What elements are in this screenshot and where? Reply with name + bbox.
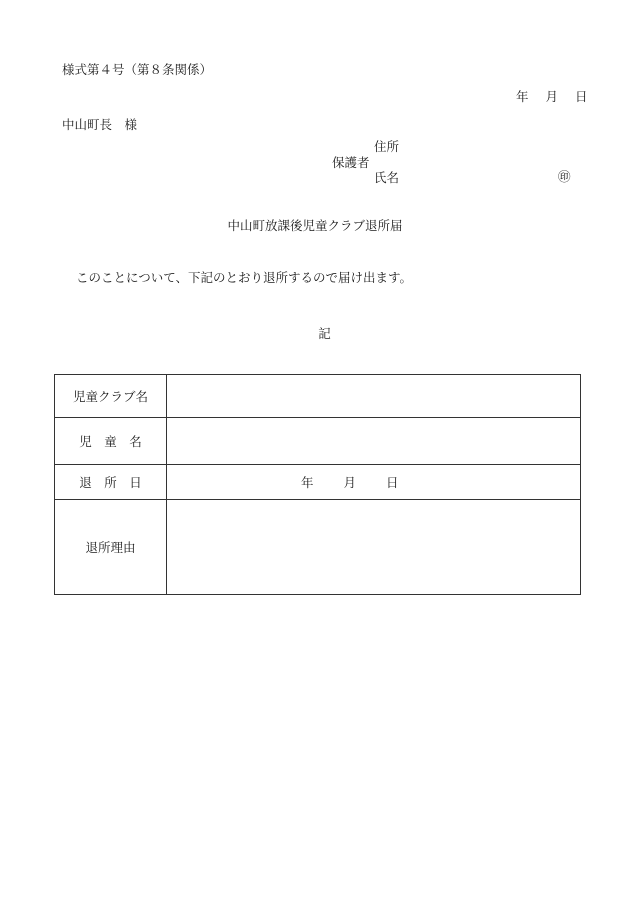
club-name-label: 児童クラブ名 xyxy=(55,375,167,418)
child-name-field[interactable] xyxy=(167,418,581,465)
withdrawal-form-table xyxy=(54,374,581,595)
date-month: 月 xyxy=(545,89,559,104)
leave-date-day: 日 xyxy=(386,475,399,490)
leave-date-label: 退 所 日 xyxy=(55,465,167,500)
seal-icon: ㊞ xyxy=(558,169,571,184)
reason-field[interactable] xyxy=(167,500,581,595)
ki-label: 記 xyxy=(318,326,331,341)
address-label: 住所 xyxy=(374,139,400,154)
form-number: 様式第４号（第８条関係） xyxy=(62,62,213,77)
body-text: このことについて、下記のとおり退所するので届け出ます。 xyxy=(76,270,413,285)
guardian-label: 保護者 xyxy=(332,155,370,170)
table-row-reason xyxy=(55,500,581,595)
leave-date-field[interactable] xyxy=(167,465,581,500)
addressee: 中山町長 様 xyxy=(62,117,138,132)
submission-date xyxy=(516,91,588,104)
reason-label: 退所理由 xyxy=(55,500,167,595)
date-year: 年 xyxy=(516,89,529,104)
date-day: 日 xyxy=(575,89,588,104)
leave-date-year: 年 xyxy=(301,475,314,490)
table-row-leave-date xyxy=(55,465,581,500)
leave-date-month: 月 xyxy=(343,475,357,490)
name-label: 氏名 xyxy=(374,170,400,185)
document-title: 中山町放課後児童クラブ退所届 xyxy=(227,218,403,233)
table-row-club-name xyxy=(55,375,581,418)
club-name-field[interactable] xyxy=(167,375,581,418)
child-name-label: 児 童 名 xyxy=(55,418,167,465)
table-row-child-name xyxy=(55,418,581,465)
